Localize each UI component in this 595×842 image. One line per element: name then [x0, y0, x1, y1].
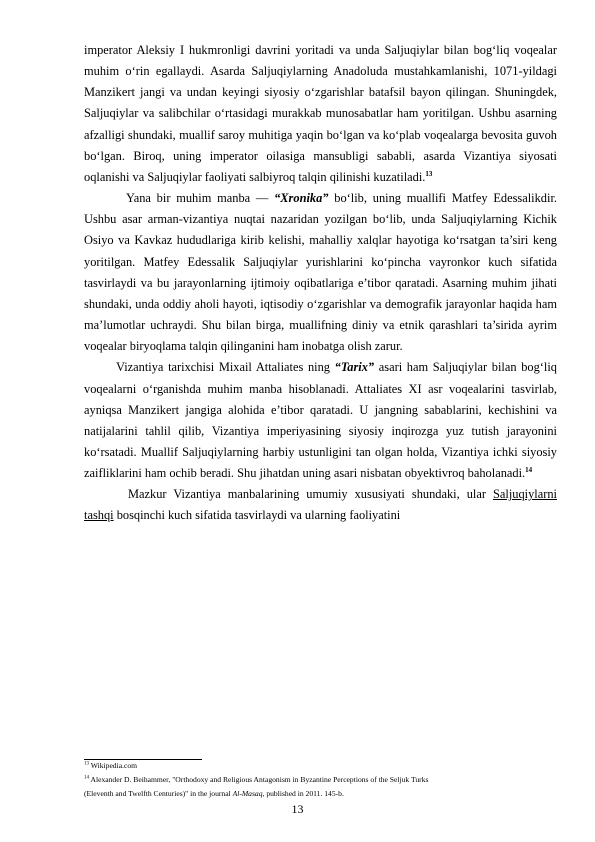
paragraph-2 [84, 188, 557, 357]
paragraph-1 [84, 40, 557, 188]
paragraph-4 [84, 484, 557, 526]
page-number: 13 [291, 802, 304, 816]
journal-name: Al-Masaq [232, 789, 263, 798]
footnote-13 [84, 760, 557, 771]
footnote-13-number: 13 [84, 761, 89, 767]
paragraph-1-text: imperator Aleksiy I hukmronligi davrini yoritadi va unda Saljuqiylar bilan bog‘liq voqealar muhim o‘rin egallaydi. Asarda Saljuqiylarning Anadoluda mustahkamlanishi, 1071-yildagi Manzikert jangi va undan keyingi siyosiy o‘zgarishlar batafsil bayon qilingan. Shuningdek, Saljuqiylar va salibchilar o‘rtasidagi murakkab munosabatlar ham yoritilgan. Ushbu asarning afzalligi shundaki, muallif saroy muhitiga yaqin bo‘lgan va ko‘plab voqealarga bevosita guvoh bo‘lgan. Biroq, uning imperator oilasiga mansubligi sababli, asarda Vizantiya siyosati oqlanishi va Saljuqiylar faoliyati salbiyroq talqin qilinishi kuzatiladi. [84, 43, 557, 184]
paragraph-4-lead: Mazkur Vizantiya manbalarining umumiy xususiyati shundaki, ular [128, 487, 493, 502]
work-title-xronika: “Xronika” [274, 191, 329, 206]
footnote-14-continued [84, 788, 557, 799]
paragraph-3 [84, 357, 557, 484]
body-text [84, 40, 557, 527]
paragraph-2-lead: Yana bir muhim manba — [126, 191, 275, 206]
footnote-ref-14[interactable]: 14 [525, 466, 533, 474]
paragraph-3-text: asari ham Saljuqiylar bilan bog‘liq voqealarni o‘rganishda muhim manba hisoblanadi. Attaliates XI asr voqealarini tasvirlab, ayniqsa Manzikert jangiga alohida e’tibor qaratadi. U jangning sabablarini, kechishini va natijalarini tahlil qilib, Vizantiya imperiyasining siyosiy inqirozga yuz tutish jarayonini ko‘rsatadi. Muallif Saljuqiylarning harbiy ustunligini tan olgan holda, Vizantiya ichki siyosiy zaifliklarini ham ochib beradi. Shu jihatdan uning asari nisbatan obyektivroq baholanadi. [84, 360, 557, 481]
paragraph-4-text: bosqinchi kuch sifatida tasvirlaydi va ularning faoliyatini [113, 508, 401, 523]
work-title-tarix: “Tarix” [334, 360, 375, 375]
footnote-14-cont-end: , published in 2011. 145-b. [262, 789, 344, 798]
footnote-14-cont-text: (Eleventh and Twelfth Centuries)" in the journal [84, 789, 233, 798]
paragraph-2-text: bo‘lib, uning muallifi Matfey Edessalikdir. Ushbu asar arman-vizantiya nuqtai nazaridan yozilgan bo‘lib, unda Saljuqiylarning Kichik Osiyo va Kavkaz hududlariga kirib kelishi, mahalliy xalqlar hayotiga ko‘rsatgan ta’siri keng yoritilgan. Matfey Edessalik Saljuqiylar yurishlarini ko‘pincha vayronkor kuch sifatida tasvirlaydi va bu jarayonlarning ijtimoiy oqibatlariga e’tibor qaratadi. Asarning muhim jihati shundaki, unda oddiy aholi hayoti, iqtisodiy o‘zgarishlar va demografik jarayonlar haqida ham ma’lumotlar uchraydi. Shu bilan birga, muallifning diniy va etnik qarashlari ta’sirida ayrim voqealar biryoqlama talqin qilinganini ham inobatga olish zarur. [84, 191, 557, 354]
footnote-14-text: Alexander D. Beihammer, "Orthodoxy and Religious Antagonism in Byzantine Perceptions of the Seljuk Turks [89, 775, 429, 784]
footnote-13-text: Wikipedia.com [89, 761, 138, 770]
paragraph-3-lead: Vizantiya tarixchisi Mixail Attaliates ning [116, 360, 335, 375]
underlined-phrase: Saljuqiylarni tashqi [84, 487, 557, 523]
footnote-14 [84, 774, 557, 785]
footnote-ref-13[interactable]: 13 [425, 169, 433, 178]
footnote-14-number: 14 [84, 775, 89, 781]
